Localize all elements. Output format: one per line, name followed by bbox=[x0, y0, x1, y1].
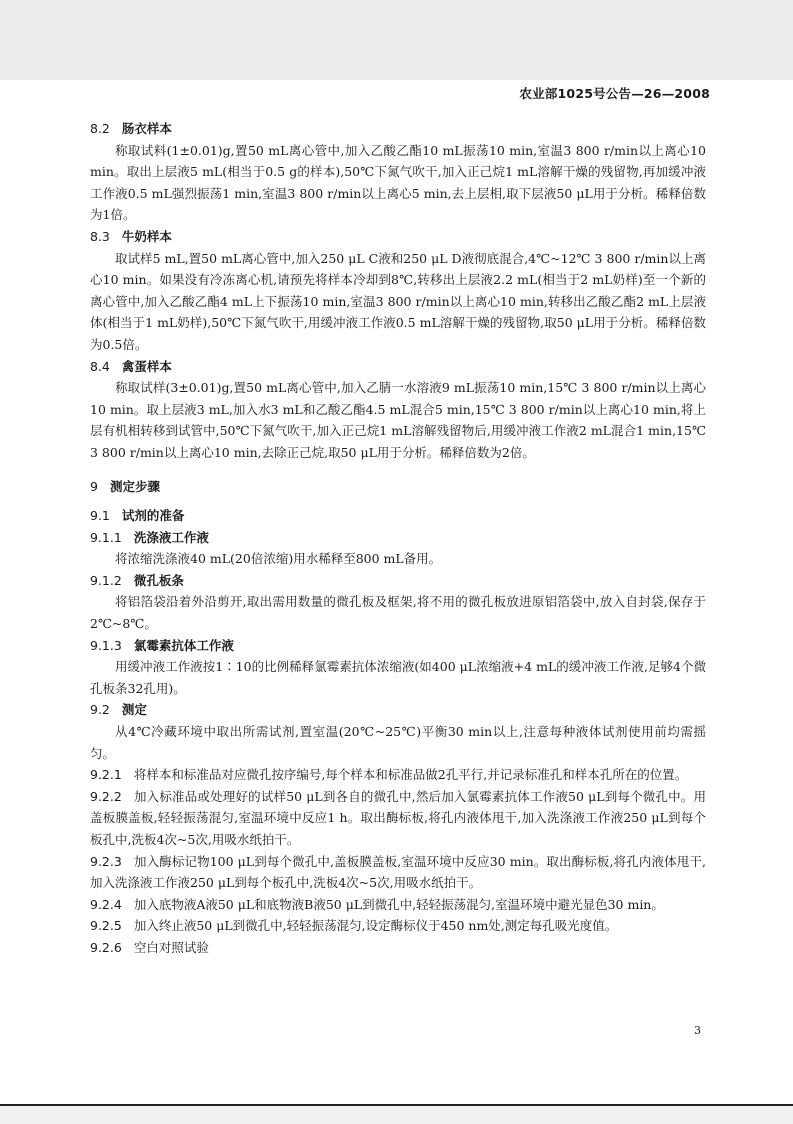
step-text: 加入标准品或处理好的试样50 μL到各自的微孔中,然后加入氯霉素抗体工作液50 μL到每个微孔中。用盖板膜盖板,轻轻振荡混匀,室温环境中反应1 h。取出酶标板,将孔内液体甩干,加入洗涤液工作液250 μL到每个板孔中,洗板4次~5次,用吸水纸拍干。 bbox=[90, 788, 706, 847]
section-number: 9 bbox=[90, 478, 98, 494]
section-number: 9.1.2 bbox=[90, 572, 122, 588]
section-title: 洗涤液工作液 bbox=[133, 529, 209, 545]
section-title: 微孔板条 bbox=[133, 572, 184, 588]
paragraph: 将铝箔袋沿着外沿剪开,取出需用数量的微孔板及框架,将不用的微孔板放进原铝箔袋中,放入自封袋,保存于2℃~8℃。 bbox=[90, 594, 706, 632]
section-title: 氯霉素抗体工作液 bbox=[133, 637, 234, 653]
section-title: 牛奶样本 bbox=[121, 228, 172, 244]
section-title: 测定步骤 bbox=[109, 478, 160, 494]
numbered-step-9-2-1 bbox=[90, 764, 706, 786]
step-number: 9.2.3 bbox=[90, 853, 122, 869]
section-heading-9-2 bbox=[90, 699, 706, 721]
step-number: 9.2.2 bbox=[90, 788, 122, 804]
section-number: 9.1.3 bbox=[90, 637, 122, 653]
paragraph: 将浓缩洗涤液40 mL(20倍浓缩)用水稀释至800 mL备用。 bbox=[115, 551, 442, 567]
step-text: 将样本和标准品对应微孔按序编号,每个样本和标准品做2孔平行,并记录标准孔和样本孔所在的位置。 bbox=[133, 767, 688, 783]
numbered-step-9-2-6 bbox=[90, 937, 706, 959]
section-heading-9 bbox=[90, 476, 706, 498]
section-title: 禽蛋样本 bbox=[121, 358, 172, 374]
section-heading-9-1-1 bbox=[90, 527, 706, 549]
section-title: 试剂的准备 bbox=[121, 508, 185, 524]
scan-bottom-margin bbox=[0, 1104, 793, 1124]
step-text: 加入底物液A液50 μL和底物液B液50 μL到微孔中,轻轻振荡混匀,室温环境中避光显色30 min。 bbox=[133, 896, 664, 912]
section-heading-9-1-3 bbox=[90, 635, 706, 657]
paragraph: 取试样5 mL,置50 mL离心管中,加入250 μL C液和250 μL D液彻底混合,4℃~12℃ 3 800 r/min以上离心10 min。如果没有冷冻离心机,请预先将样本冷却到8℃,转移出上层液2.2 mL(相当于2 mL奶样)至一个新的离心管中,加入乙酸乙酯4 mL上下振荡10 min,室温3 800 r/min以上离心10 min,转移出乙酸乙酯2 mL上层液体(相当于1 mL奶样),50℃下氮气吹干,用缓冲液工作液0.5 mL溶解干燥的残留物,取50 μL用于分析。稀释倍数为0.5倍。 bbox=[90, 250, 706, 352]
numbered-step-9-2-4 bbox=[90, 894, 706, 916]
paragraph: 用缓冲液工作液按1∶10的比例稀释氯霉素抗体浓缩液(如400 μL浓缩液+4 mL的缓冲液工作液,足够4个微孔板条32孔用)。 bbox=[90, 659, 706, 696]
document-header: 农业部1025号公告—26—2008 bbox=[519, 86, 710, 101]
section-heading-8-4 bbox=[90, 356, 706, 378]
section-number: 9.2 bbox=[90, 702, 110, 718]
step-text: 加入终止液50 μL到微孔中,轻轻振荡混匀,设定酶标仪于450 nm处,测定每孔吸光度值。 bbox=[133, 918, 618, 934]
numbered-step-9-2-3 bbox=[90, 851, 706, 894]
section-heading-8-2 bbox=[90, 118, 706, 140]
paragraph: 从4℃冷藏环境中取出所需试剂,置室温(20℃~25℃)平衡30 min以上,注意每种液体试剂使用前均需摇匀。 bbox=[90, 724, 706, 761]
paragraph: 称取试料(1±0.01)g,置50 mL离心管中,加入乙酸乙酯10 mL振荡10 min,室温3 800 r/min以上离心10 min。取出上层液5 mL(相当于0.5 g的样本),50℃下氮气吹干,加入正己烷1 mL溶解干燥的残留物,再加缓冲液工作液0.5 mL强烈振荡1 min,室温3 800 r/min以上离心5 min,去上层相,取下层液50 μL用于分析。稀释倍数为1倍。 bbox=[90, 142, 706, 223]
section-number: 9.1 bbox=[90, 508, 110, 524]
step-number: 9.2.4 bbox=[90, 896, 122, 912]
step-number: 9.2.1 bbox=[90, 767, 122, 783]
section-title: 肠衣样本 bbox=[121, 121, 172, 136]
section-number: 8.2 bbox=[90, 121, 110, 136]
section-heading-9-1-2 bbox=[90, 570, 706, 592]
section-title: 测定 bbox=[121, 702, 147, 718]
numbered-step-9-2-5 bbox=[90, 915, 706, 937]
paragraph: 称取试样(3±0.01)g,置50 mL离心管中,加入乙腈一水溶液9 mL振荡10 min,15℃ 3 800 r/min以上离心10 min。取上层液3 mL,加入水3 mL和乙酸乙酯4.5 mL混合5 min,15℃ 3 800 r/min以上离心10 min,将上层有机相转移到试管中,50℃下氮气吹干,加入正己烷1 mL溶解残留物后,用缓冲液工作液2 mL混合1 min,15℃ 3 800 r/min以上离心10 min,去除正己烷,取50 μL用于分析。稀释倍数为2倍。 bbox=[90, 380, 706, 460]
section-heading-8-3 bbox=[90, 226, 706, 248]
section-heading-9-1 bbox=[90, 505, 706, 527]
step-number: 9.2.6 bbox=[90, 939, 122, 955]
numbered-step-9-2-2 bbox=[90, 786, 706, 851]
document-body bbox=[90, 118, 706, 959]
page-number: 3 bbox=[694, 1024, 701, 1037]
step-text: 空白对照试验 bbox=[133, 939, 209, 955]
section-number: 9.1.1 bbox=[90, 529, 122, 545]
section-number: 8.3 bbox=[90, 228, 110, 244]
step-text: 加入酶标记物100 μL到每个微孔中,盖板膜盖板,室温环境中反应30 min。取出酶标板,将孔内液体甩干,加入洗涤液工作液250 μL到每个板孔中,洗板4次~5次,用吸水纸拍干。 bbox=[90, 853, 706, 891]
step-number: 9.2.5 bbox=[90, 918, 122, 934]
section-number: 8.4 bbox=[90, 358, 110, 374]
scan-top-margin bbox=[0, 0, 793, 80]
